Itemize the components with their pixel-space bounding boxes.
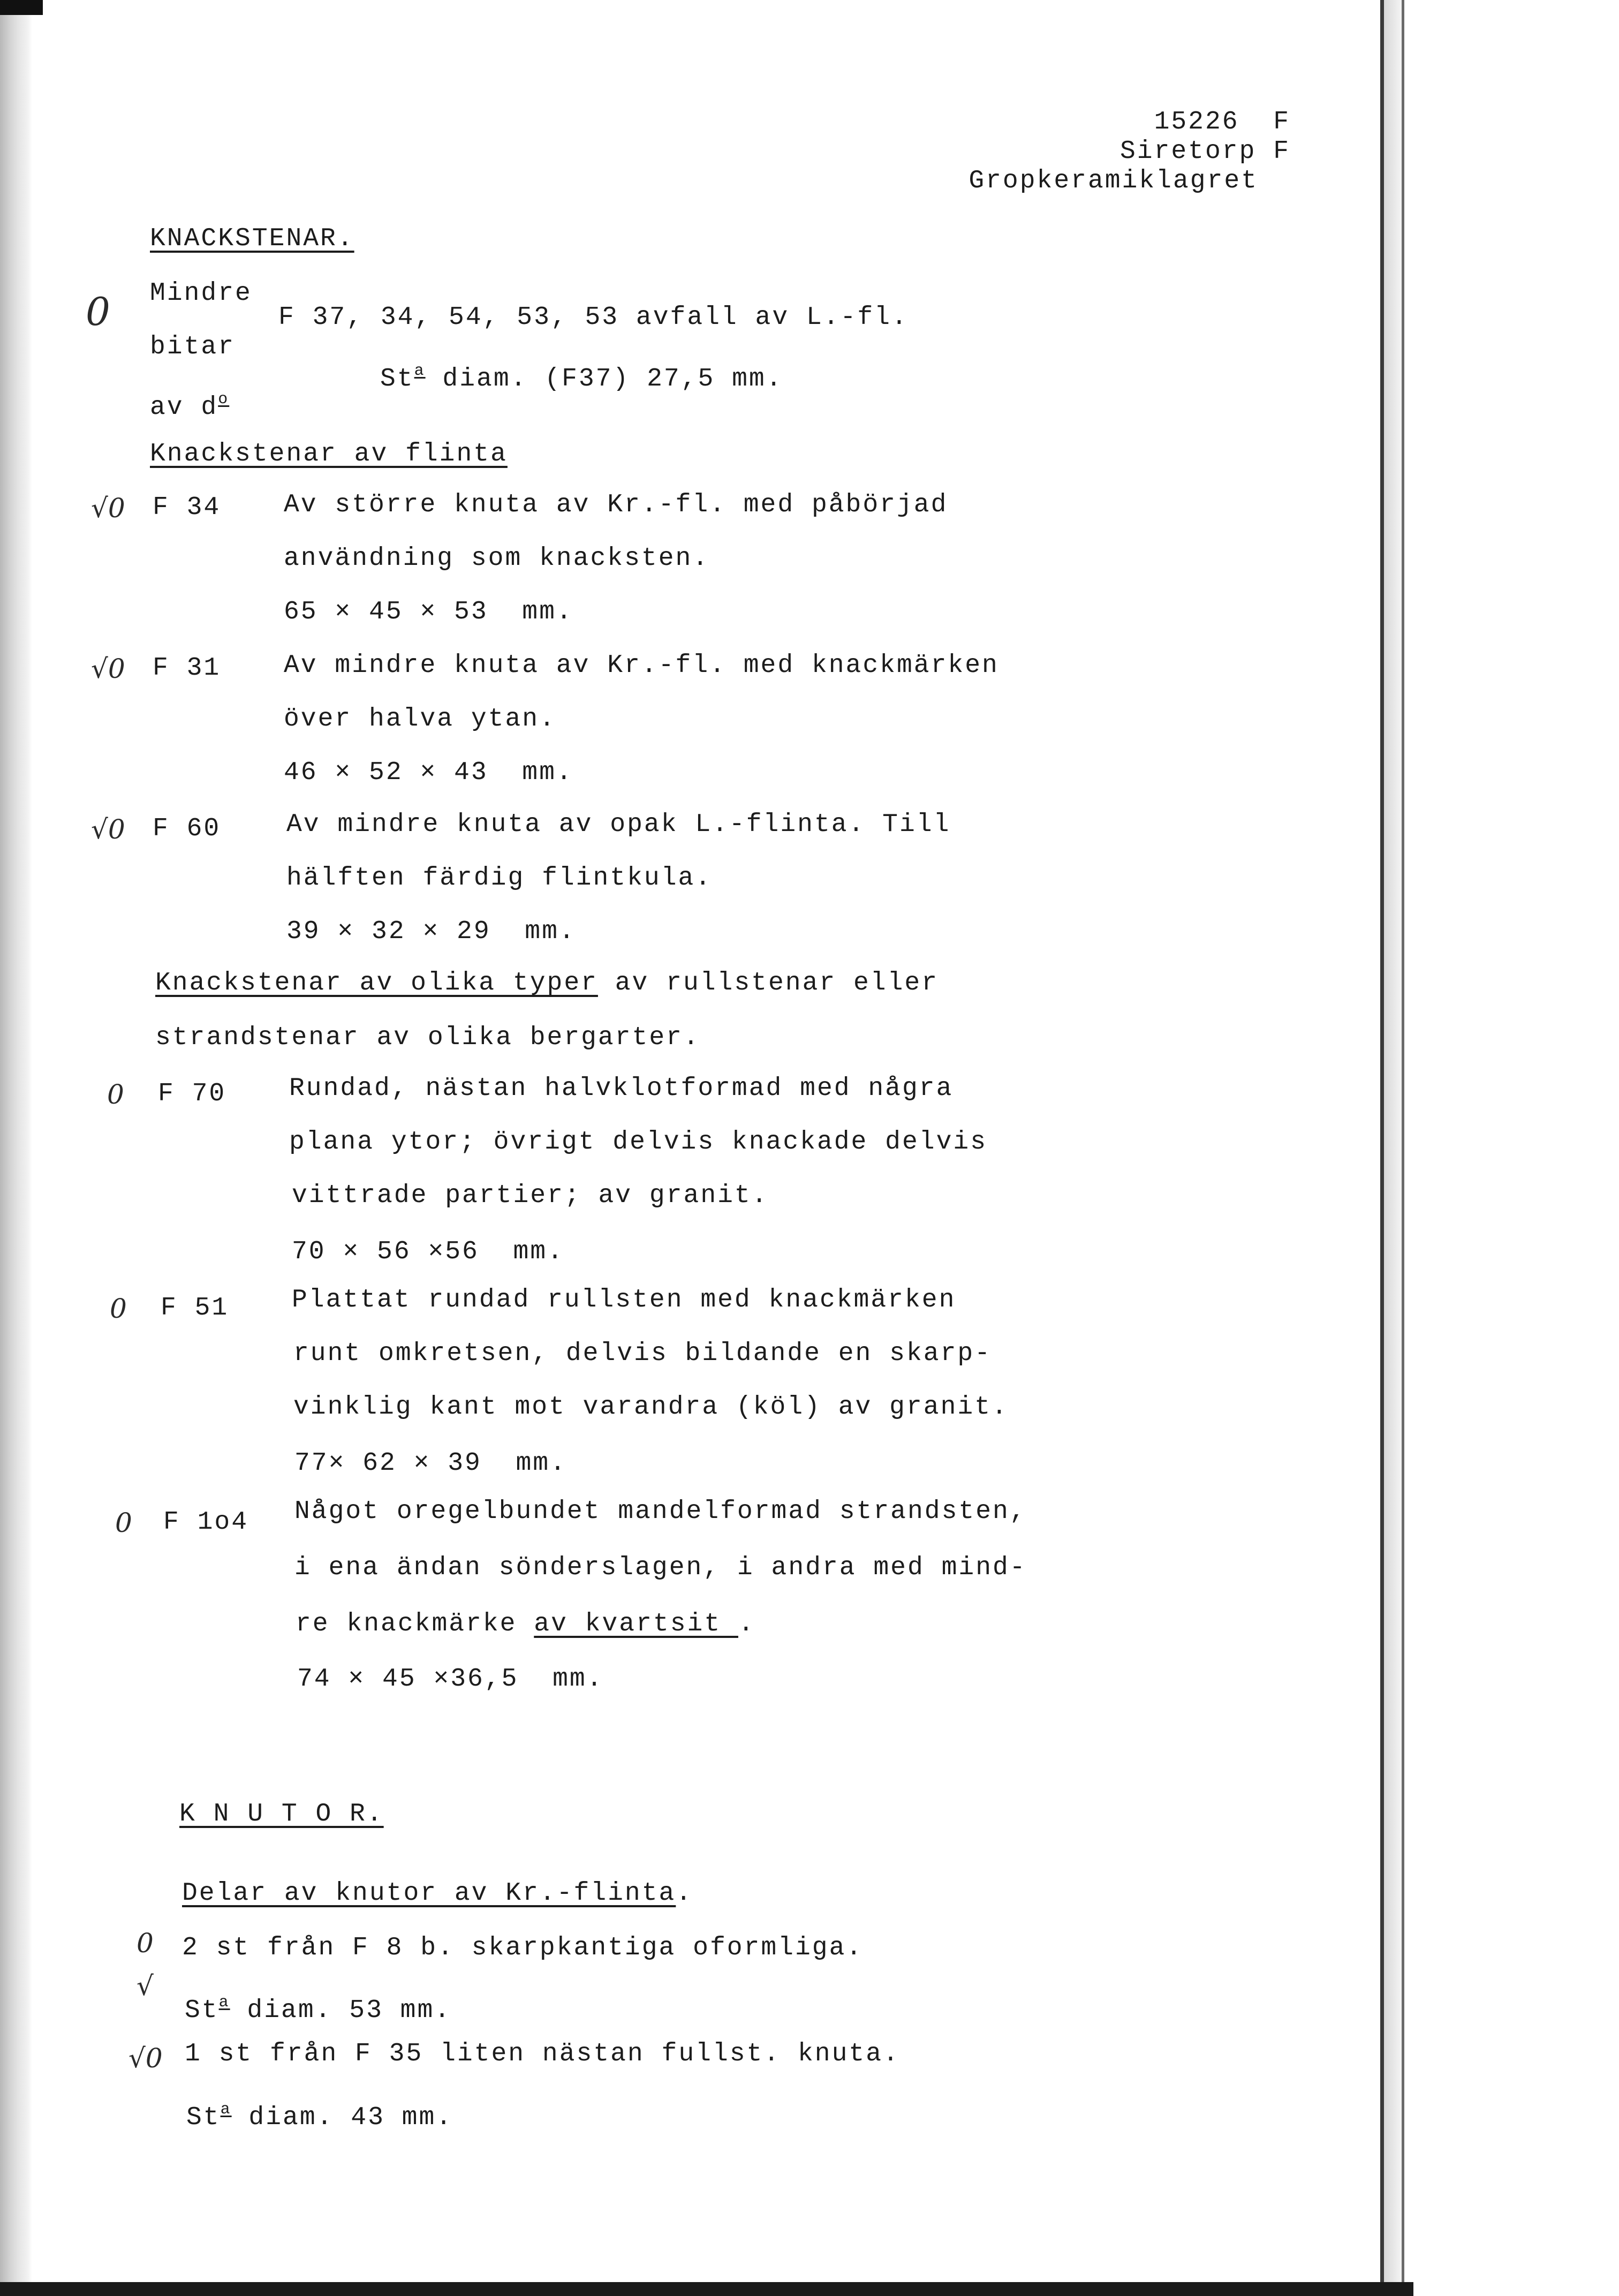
item-id: F 31 xyxy=(153,654,221,683)
scan-corner xyxy=(0,0,43,15)
item-text: användning som knacksten. xyxy=(284,544,710,573)
check-mark: √0 xyxy=(91,493,125,524)
section-title-knutor: K N U T O R. xyxy=(179,1800,384,1829)
left-label: Mindre xyxy=(150,279,252,308)
check-mark: 0 xyxy=(137,1928,154,1959)
item-id: F 60 xyxy=(153,814,221,843)
binding-shadow xyxy=(1384,0,1402,2296)
check-mark: 0 xyxy=(115,1507,132,1538)
scan-edge-bottom xyxy=(0,2282,1413,2296)
check-mark: 0 xyxy=(110,1293,127,1324)
check-mark: √ xyxy=(137,1970,154,2002)
check-mark: 0 xyxy=(86,289,110,334)
item-text: Av mindre knuta av opak L.-flinta. Till xyxy=(286,810,951,839)
layer-name: Gropkeramiklagret xyxy=(969,167,1258,195)
item-text: hälften färdig flintkula. xyxy=(286,864,713,893)
scan-margin-right xyxy=(1379,0,1619,2296)
item-text: över halva ytan. xyxy=(284,705,556,734)
subsection-title-2-cont: strandstenar av olika bergarter. xyxy=(155,1023,700,1052)
entry-text: F 37, 34, 54, 53, 53 avfall av L.-fl. xyxy=(278,303,909,332)
check-mark: √0 xyxy=(91,653,125,684)
subsection-title: Delar av knutor av Kr.-flinta. xyxy=(182,1879,693,1908)
knutor-line: 1 st från F 35 liten nästan fullst. knuta. xyxy=(185,2040,900,2068)
item-dimensions: 70 × 56 ×56 mm. xyxy=(292,1237,564,1266)
scan-edge-left xyxy=(0,0,32,2296)
item-text: plana ytor; övrigt delvis knackade delvis xyxy=(289,1128,987,1157)
item-text: Rundad, nästan halvklotformad med några xyxy=(289,1074,954,1103)
item-text: Något oregelbundet mandelformad strandsten, xyxy=(294,1497,1027,1526)
item-id: F 70 xyxy=(158,1079,226,1108)
item-text: re knackmärke av kvartsit . xyxy=(296,1610,755,1638)
left-label: av $d^o$ xyxy=(150,390,230,422)
item-text: Av mindre knuta av Kr.-fl. med knackmärken xyxy=(284,651,999,680)
knutor-line: St$^a$ diam. 43 mm. xyxy=(186,2101,453,2132)
item-dimensions: 74 × 45 ×36,5 mm. xyxy=(297,1665,604,1694)
item-id: F 1o4 xyxy=(163,1508,249,1537)
catalog-number: 15226 F xyxy=(1154,108,1290,137)
subsection-title-2: Knackstenar av olika typer av rullstenar eller xyxy=(155,969,939,998)
check-mark: √0 xyxy=(91,814,125,845)
item-text: Av större knuta av Kr.-fl. med påbörjad xyxy=(284,490,948,519)
page-edge-line xyxy=(1380,0,1384,2296)
left-label: bitar xyxy=(150,333,236,361)
entry-text: St$^a$ diam. (F37) 27,5 mm. xyxy=(380,362,783,394)
item-dimensions: 39 × 32 × 29 mm. xyxy=(286,917,576,946)
section-title-knackstenar: KNACKSTENAR. xyxy=(150,224,354,253)
item-dimensions: 65 × 45 × 53 mm. xyxy=(284,598,573,626)
item-id: F 34 xyxy=(153,493,221,522)
page-edge-line-2 xyxy=(1402,0,1404,2296)
item-id: F 51 xyxy=(161,1294,229,1323)
item-text: i ena ändan sönderslagen, i andra med mind- xyxy=(294,1553,1027,1582)
item-dimensions: 77× 62 × 39 mm. xyxy=(294,1449,567,1478)
item-text: vittrade partier; av granit. xyxy=(292,1181,769,1210)
item-text: Plattat rundad rullsten med knackmärken xyxy=(292,1286,956,1315)
knutor-line: 2 st från F 8 b. skarpkantiga oformliga. xyxy=(182,1934,864,1962)
item-text: runt omkretsen, delvis bildande en skarp- xyxy=(293,1339,992,1368)
knutor-line: St$^a$ diam. 53 mm. xyxy=(185,1993,452,2025)
site-name: Siretorp F xyxy=(1119,137,1290,166)
subsection-title: Knackstenar av flinta xyxy=(150,440,508,469)
item-dimensions: 46 × 52 × 43 mm. xyxy=(284,758,573,787)
check-mark: 0 xyxy=(107,1079,124,1110)
item-text: vinklig kant mot varandra (köl) av granit. xyxy=(293,1393,1009,1422)
check-mark: √0 xyxy=(128,2043,163,2074)
